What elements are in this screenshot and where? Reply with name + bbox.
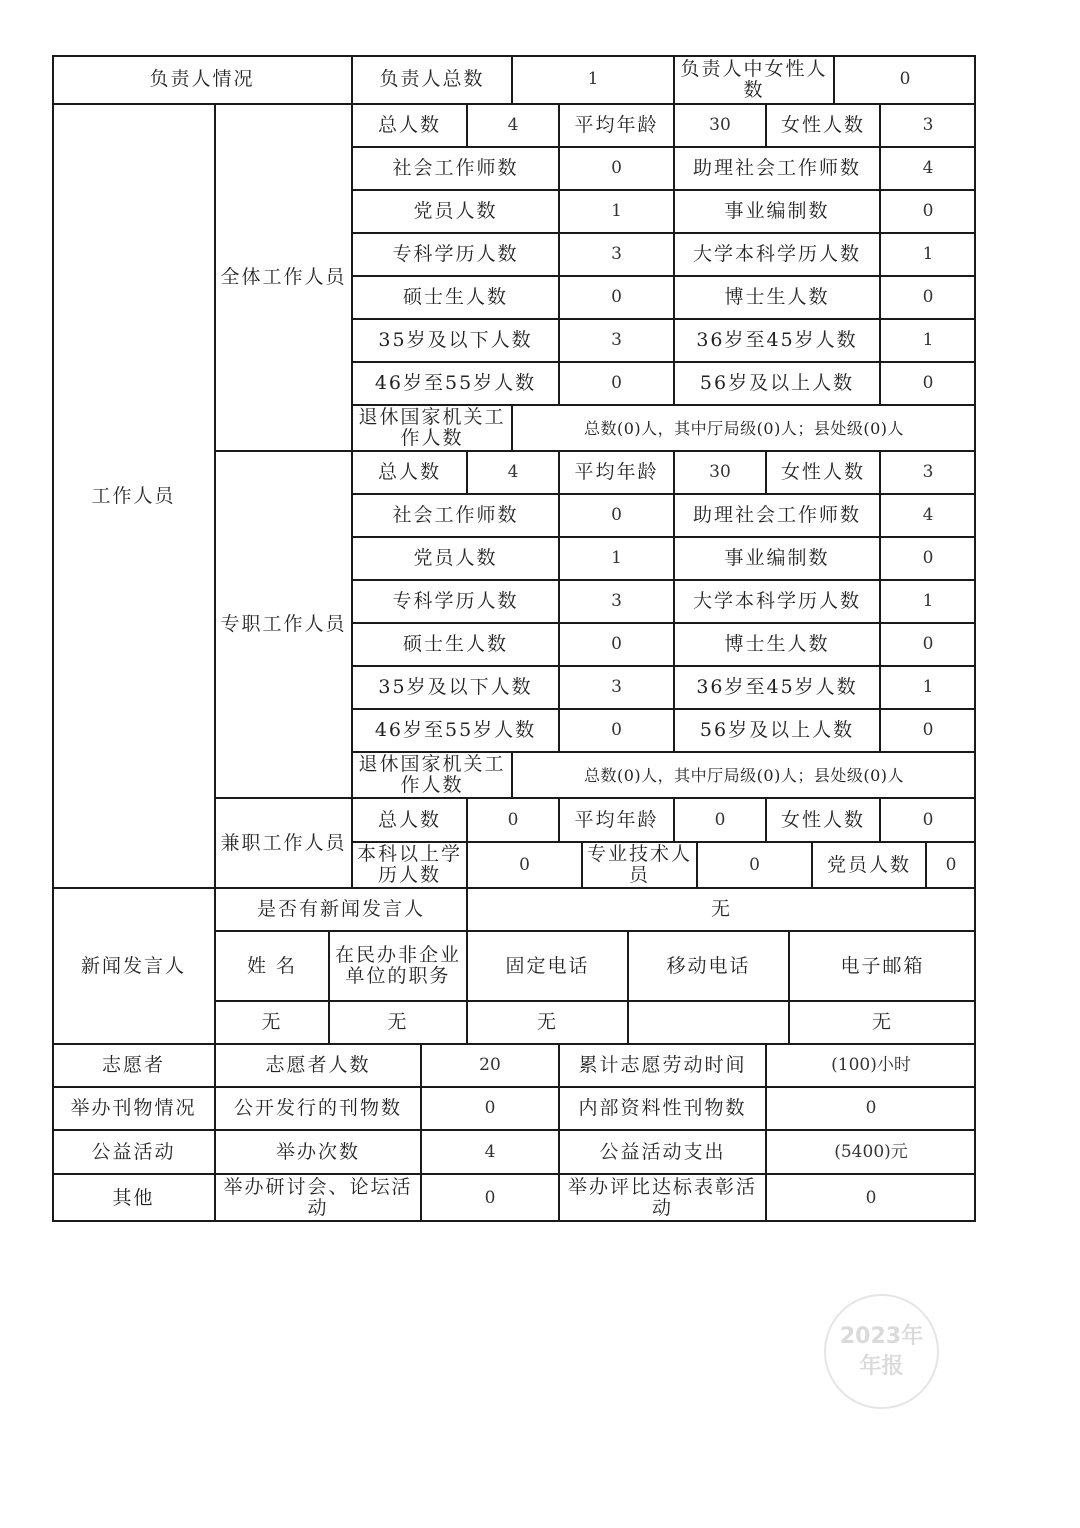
staff-zhuanzhi-doctor-label-cell: 博士生人数 xyxy=(724,633,830,655)
other-award-label-cell: 举办评比达标表彰活动 xyxy=(567,1176,757,1219)
staff-zhuanzhi-age35-label-cell: 35岁及以下人数 xyxy=(378,676,533,698)
staff-zhuanzhi-bachelor-label-cell: 大学本科学历人数 xyxy=(692,590,861,612)
staff-quanti-master-label-cell: 硕士生人数 xyxy=(402,286,508,308)
staff-quanti-age56-cell: 0 xyxy=(922,373,934,393)
staff-zhuanzhi-asst-social-worker-cell: 4 xyxy=(922,505,934,525)
staff-quanti-master-cell: 0 xyxy=(611,287,622,307)
staff-jianzhi-tech-label-cell: 专业技术人员 xyxy=(586,843,692,886)
staff-quanti-avg-age-label-cell: 平均年龄 xyxy=(574,114,659,136)
staff-zhuanzhi-avg-age-cell: 30 xyxy=(709,462,731,482)
staff-quanti-female-cell: 3 xyxy=(922,115,934,135)
staff-jianzhi-female-label-cell: 女性人数 xyxy=(780,808,865,831)
other-section-cell: 其他 xyxy=(112,1186,155,1209)
staff-zhuanzhi-master-label-cell: 硕士生人数 xyxy=(402,633,508,655)
volunteer-count-cell: 20 xyxy=(479,1055,501,1075)
staff-quanti-retired-label-cell: 退休国家机关工作人数 xyxy=(358,406,506,449)
staff-quanti-party-cell: 1 xyxy=(611,201,622,221)
staff-quanti-college-cell: 3 xyxy=(611,244,622,264)
staff-zhuanzhi-age46-55-label-cell: 46岁至55岁人数 xyxy=(374,719,537,741)
staff-zhuanzhi-female-cell: 3 xyxy=(922,462,934,482)
staff-jianzhi-avg-age-cell: 0 xyxy=(714,809,726,830)
staff-jianzhi-party-label-cell: 党员人数 xyxy=(826,853,911,876)
press-position-cell: 无 xyxy=(387,1011,409,1033)
staff-quanti-label-cell: 全体工作人员 xyxy=(220,266,347,288)
staff-quanti-retired-cell: 总数(0)人，其中厅局级(0)人；县处级(0)人 xyxy=(584,418,904,438)
other-award-cell: 0 xyxy=(865,1187,877,1208)
press-landline-cell: 无 xyxy=(536,1011,558,1033)
staff-quanti-asst-social-worker-cell: 4 xyxy=(922,158,934,178)
staff-quanti-bachelor-label-cell: 大学本科学历人数 xyxy=(692,243,861,265)
staff-quanti-asst-social-worker-label-cell: 助理社会工作师数 xyxy=(692,157,861,179)
fuzeren-section-cell: 负责人情况 xyxy=(149,68,255,90)
staff-zhuanzhi-public-post-cell: 0 xyxy=(922,548,934,568)
annual-report-stamp xyxy=(824,1294,939,1409)
staff-quanti-age35-label-cell: 35岁及以下人数 xyxy=(378,329,533,351)
fuzeren-female-cell: 0 xyxy=(899,69,911,89)
staff-quanti-age36-45-label-cell: 36岁至45岁人数 xyxy=(696,329,858,351)
staff-zhuanzhi-bachelor-cell: 1 xyxy=(922,591,934,611)
staff-jianzhi-label-cell: 兼职工作人员 xyxy=(220,831,347,854)
staff-quanti-avg-age-cell: 30 xyxy=(709,115,731,135)
fuzeren-total-label-cell: 负责人总数 xyxy=(379,68,485,90)
staff-quanti-social-worker-cell: 0 xyxy=(611,158,622,178)
staff-zhuanzhi-retired-label-cell: 退休国家机关工作人数 xyxy=(358,753,506,796)
staff-jianzhi-tech-cell: 0 xyxy=(749,854,760,875)
staff-zhuanzhi-party-cell: 1 xyxy=(611,548,622,568)
press-has-cell: 无 xyxy=(710,898,732,920)
volunteer-count-label-cell: 志愿者人数 xyxy=(265,1054,371,1076)
staff-zhuanzhi-retired-cell: 总数(0)人，其中厅局级(0)人；县处级(0)人 xyxy=(584,765,904,785)
staff-quanti-total-label-cell: 总人数 xyxy=(377,114,441,136)
volunteer-section-cell: 志愿者 xyxy=(101,1054,165,1076)
charity-times-cell: 4 xyxy=(484,1141,496,1162)
press-has-label-cell: 是否有新闻发言人 xyxy=(256,898,425,920)
charity-times-label-cell: 举办次数 xyxy=(275,1140,360,1163)
staff-quanti-party-label-cell: 党员人数 xyxy=(413,200,498,222)
staff-jianzhi-total-cell: 0 xyxy=(507,809,519,830)
publication-section-cell: 举办刊物情况 xyxy=(70,1097,197,1119)
publication-internal-cell: 0 xyxy=(865,1098,877,1118)
staff-zhuanzhi-age36-45-label-cell: 36岁至45岁人数 xyxy=(696,676,858,698)
press-mobile-label-cell: 移动电话 xyxy=(666,954,751,977)
staff-zhuanzhi-female-label-cell: 女性人数 xyxy=(780,461,865,483)
staff-quanti-age46-55-cell: 0 xyxy=(611,373,622,393)
staff-zhuanzhi-master-cell: 0 xyxy=(611,634,622,654)
staff-quanti-total-cell: 4 xyxy=(507,115,519,135)
staff-zhuanzhi-college-cell: 3 xyxy=(611,591,622,611)
press-name-label-cell: 姓 名 xyxy=(246,954,298,977)
charity-expense-label-cell: 公益活动支出 xyxy=(599,1140,726,1163)
volunteer-hours-label-cell: 累计志愿劳动时间 xyxy=(578,1054,747,1076)
staff-zhuanzhi-age35-cell: 3 xyxy=(611,677,622,697)
staff-jianzhi-female-cell: 0 xyxy=(922,809,934,830)
other-seminar-cell: 0 xyxy=(484,1187,496,1208)
press-email-cell: 无 xyxy=(871,1011,893,1033)
staff-zhuanzhi-age46-55-cell: 0 xyxy=(611,720,622,740)
staff-zhuanzhi-party-label-cell: 党员人数 xyxy=(413,547,498,569)
charity-expense-cell: (5400)元 xyxy=(834,1141,908,1162)
charity-section-cell: 公益活动 xyxy=(91,1140,176,1163)
staff-jianzhi-bachelor-up-label-cell: 本科以上学历人数 xyxy=(356,843,462,886)
staff-jianzhi-party-cell: 0 xyxy=(945,854,957,875)
staff-quanti-bachelor-cell: 1 xyxy=(922,244,934,264)
staff-zhuanzhi-college-label-cell: 专科学历人数 xyxy=(392,590,519,612)
staff-quanti-public-post-label-cell: 事业编制数 xyxy=(724,200,830,222)
staff-zhuanzhi-age36-45-cell: 1 xyxy=(922,677,934,697)
publication-public-cell: 0 xyxy=(484,1098,496,1118)
staff-quanti-doctor-cell: 0 xyxy=(922,287,934,307)
staff-zhuanzhi-avg-age-label-cell: 平均年龄 xyxy=(574,461,659,483)
staff-zhuanzhi-label-cell: 专职工作人员 xyxy=(220,613,347,635)
staff-quanti-female-label-cell: 女性人数 xyxy=(780,114,865,136)
staff-quanti-public-post-cell: 0 xyxy=(922,201,934,221)
staff-jianzhi-bachelor-up-cell: 0 xyxy=(519,854,530,875)
staff-jianzhi-total-label-cell: 总人数 xyxy=(377,808,441,831)
press-mobile-cell xyxy=(628,1001,789,1044)
staff-quanti-age35-cell: 3 xyxy=(611,330,622,350)
staff-jianzhi-avg-age-label-cell: 平均年龄 xyxy=(574,808,659,831)
staff-zhuanzhi-public-post-label-cell: 事业编制数 xyxy=(724,547,830,569)
volunteer-hours-cell: (100)小时 xyxy=(831,1055,911,1075)
other-seminar-label-cell: 举办研讨会、论坛活动 xyxy=(223,1176,413,1219)
staff-quanti-doctor-label-cell: 博士生人数 xyxy=(724,286,830,308)
press-email-label-cell: 电子邮箱 xyxy=(840,954,925,977)
staff-quanti-college-label-cell: 专科学历人数 xyxy=(392,243,519,265)
staff-quanti-social-worker-label-cell: 社会工作师数 xyxy=(392,157,519,179)
fuzeren-total-cell: 1 xyxy=(587,69,599,89)
staff-quanti-age56-label-cell: 56岁及以上人数 xyxy=(699,372,855,394)
press-section-cell: 新闻发言人 xyxy=(80,954,186,977)
staff-zhuanzhi-age56-cell: 0 xyxy=(922,720,934,740)
staff-quanti-age36-45-cell: 1 xyxy=(922,330,934,350)
staff-zhuanzhi-age56-label-cell: 56岁及以上人数 xyxy=(699,719,855,741)
staff-zhuanzhi-social-worker-cell: 0 xyxy=(611,505,622,525)
publication-public-label-cell: 公开发行的刊物数 xyxy=(233,1097,402,1119)
staff-zhuanzhi-total-label-cell: 总人数 xyxy=(377,461,441,483)
staff-zhuanzhi-asst-social-worker-label-cell: 助理社会工作师数 xyxy=(692,504,861,526)
annual-report-table xyxy=(52,55,976,1222)
stamp-label-text: 年报 xyxy=(859,1353,904,1379)
fuzeren-female-label-cell: 负责人中女性人数 xyxy=(680,57,828,101)
staff-zhuanzhi-total-cell: 4 xyxy=(507,462,519,482)
press-name-cell: 无 xyxy=(261,1011,283,1033)
staff-quanti-age46-55-label-cell: 46岁至55岁人数 xyxy=(374,372,537,394)
press-landline-label-cell: 固定电话 xyxy=(505,954,590,977)
staff-zhuanzhi-doctor-cell: 0 xyxy=(922,634,934,654)
stamp-year-text: 2023年 xyxy=(839,1323,924,1349)
staff-section-cell: 工作人员 xyxy=(91,484,176,507)
publication-internal-label-cell: 内部资料性刊物数 xyxy=(578,1097,747,1119)
staff-zhuanzhi-social-worker-label-cell: 社会工作师数 xyxy=(392,504,519,526)
press-position-label-cell: 在民办非企业单位的职务 xyxy=(334,944,461,987)
